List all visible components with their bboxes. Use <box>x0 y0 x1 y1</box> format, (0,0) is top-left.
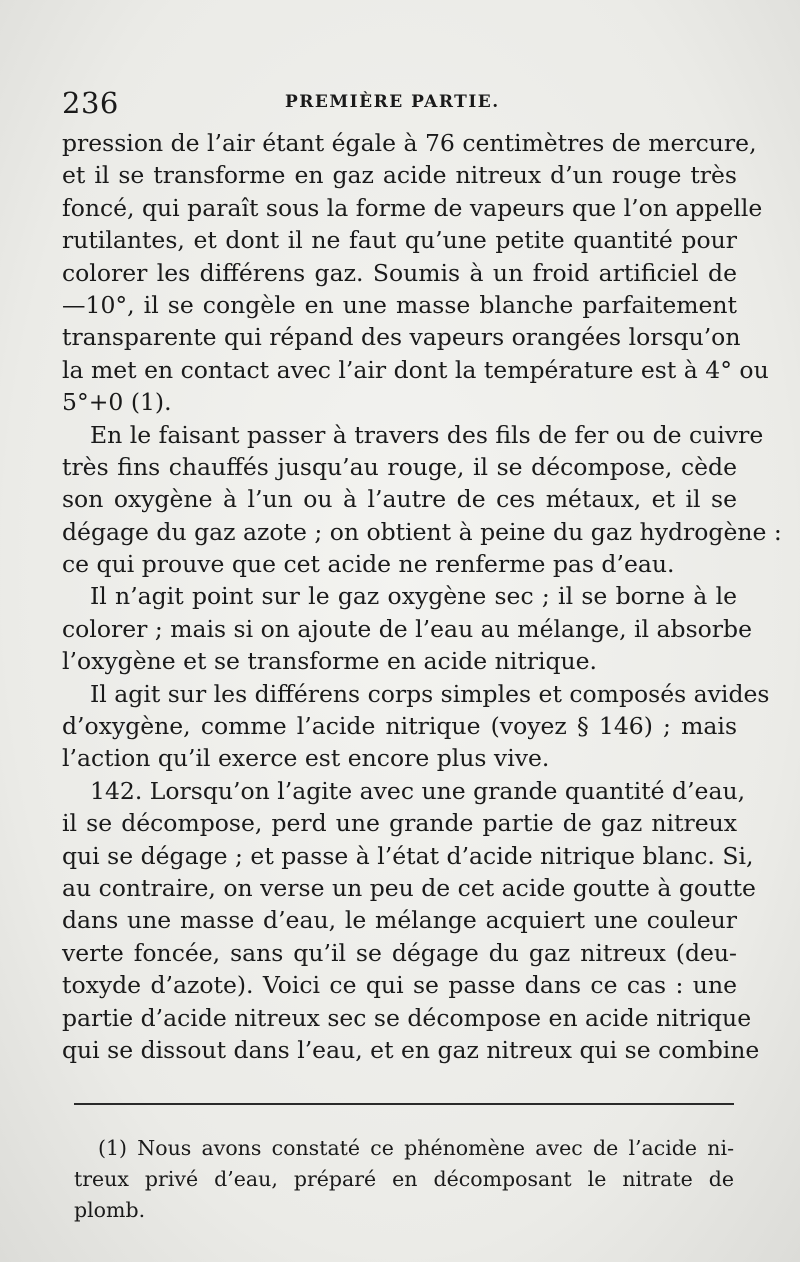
paragraph-start-line: Il agit sur les différens corps simples et composés avides <box>90 679 770 708</box>
text-line: 5°+0 (1). <box>62 388 172 417</box>
text-line: son oxygène à l’un ou à l’autre de ces métaux, et il se <box>62 485 737 514</box>
text-line: colorer les différens gaz. Soumis à un froid artificiel de <box>62 258 737 287</box>
body-text <box>62 127 782 1066</box>
text-line: qui se dégage ; et passe à l’état d’acide nitrique blanc. Si, <box>62 841 754 870</box>
text-line: transparente qui répand des vapeurs orangées lorsqu’on <box>62 323 741 352</box>
text-line: très fins chauffés jusqu’au rouge, il se décompose, cède <box>62 452 737 481</box>
text-line: dégage du gaz azote ; on obtient à peine du gaz hydrogène : <box>62 517 782 546</box>
footnote-divider <box>74 1103 734 1105</box>
footnote-line: plomb. <box>74 1198 146 1222</box>
paragraph-start-line: Il n’agit point sur le gaz oxygène sec ; il se borne à le <box>90 582 737 611</box>
text-line: colorer ; mais si on ajoute de l’eau au mélange, il absorbe <box>62 614 752 643</box>
text-line: la met en contact avec l’air dont la température est à 4° ou <box>62 355 769 384</box>
text-line: partie d’acide nitreux sec se décompose en acide nitrique <box>62 1003 752 1032</box>
footnote-line: treux privé d’eau, préparé en décomposant le nitrate de <box>74 1167 734 1191</box>
text-line: —10°, il se congèle en une masse blanche parfaitement <box>62 290 737 319</box>
text-line: verte foncée, sans qu’il se dégage du gaz nitreux (deu- <box>62 938 737 967</box>
text-line: toxyde d’azote). Voici ce qui se passe dans ce cas : une <box>62 971 737 1000</box>
text-line: ce qui prouve que cet acide ne renferme pas d’eau. <box>62 550 675 579</box>
text-line: dans une masse d’eau, le mélange acquiert une couleur <box>62 906 737 935</box>
footnote <box>74 1133 734 1226</box>
text-line: pression de l’air étant égale à 76 centimètres de mercure, <box>62 129 757 157</box>
text-line: l’action qu’il exerce est encore plus vive. <box>62 744 550 773</box>
text-line: il se décompose, perd une grande partie de gaz nitreux <box>62 809 737 838</box>
text-line: et il se transforme en gaz acide nitreux d’un rouge très <box>62 161 737 190</box>
text-line: foncé, qui paraît sous la forme de vapeurs que l’on appelle <box>62 193 763 222</box>
text-line: rutilantes, et dont il ne faut qu’une petite quantité pour <box>62 226 737 255</box>
footnote-line: (1) Nous avons constaté ce phénomène avec de l’acide ni- <box>98 1136 734 1160</box>
page-header <box>62 86 742 120</box>
text-line: l’oxygène et se transforme en acide nitrique. <box>62 647 598 676</box>
text-line: qui se dissout dans l’eau, et en gaz nitreux qui se combine <box>62 1035 760 1064</box>
paragraph-start-line: 142. Lorsqu’on l’agite avec une grande quantité d’eau, <box>90 776 746 805</box>
running-head: PREMIÈRE PARTIE. <box>285 92 500 112</box>
text-line: d’oxygène, comme l’acide nitrique (voyez § 146) ; mais <box>62 712 737 741</box>
page-number: 236 <box>62 86 119 120</box>
paragraph-start-line: En le faisant passer à travers des fils de fer ou de cuivre <box>90 420 764 449</box>
text-line: au contraire, on verse un peu de cet acide goutte à goutte <box>62 873 756 902</box>
